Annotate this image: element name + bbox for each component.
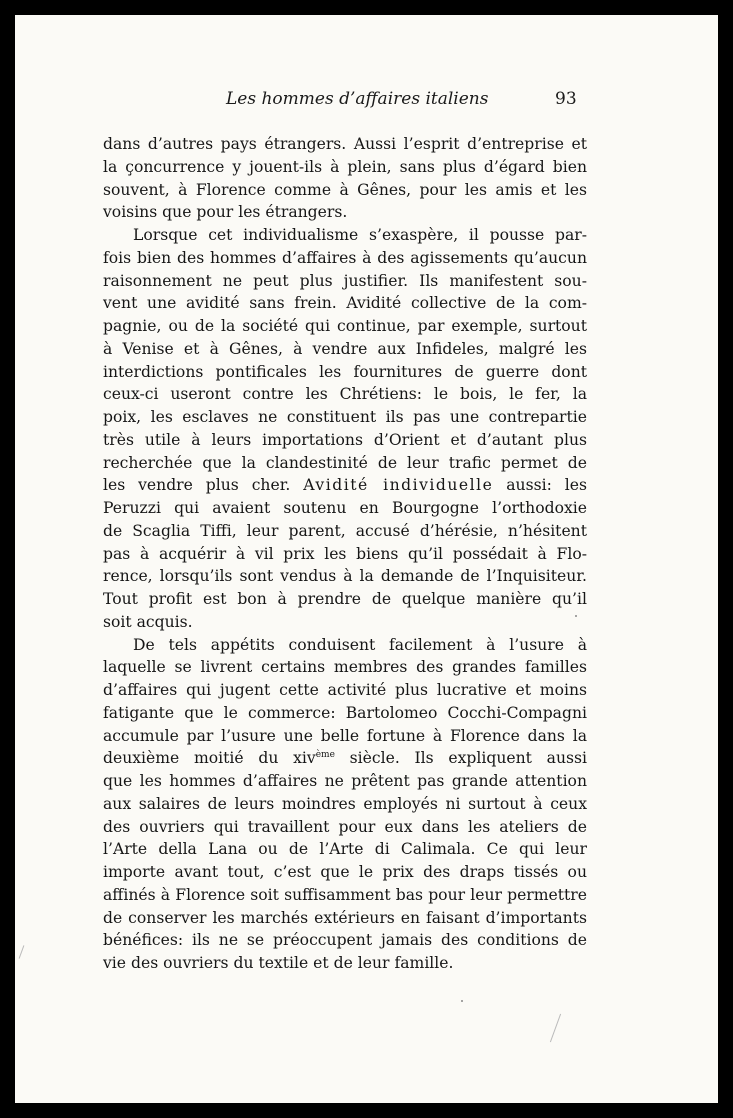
text-line: vie des ouvriers du textile et de leur famille. bbox=[103, 954, 454, 972]
century-numeral bbox=[293, 749, 335, 767]
text-line bbox=[103, 474, 587, 497]
scan-hair bbox=[550, 1014, 561, 1043]
ordinal-suffix: ème bbox=[315, 750, 335, 761]
text-line: vent une avidité sans frein. Avidité collective de la com- bbox=[103, 294, 587, 313]
page-number: 93 bbox=[555, 89, 577, 109]
text-line: dans d’autres pays étrangers. Aussi l’esprit d’entreprise et bbox=[103, 135, 587, 153]
text-line bbox=[103, 747, 587, 770]
text-line: pas à acquérir à vil prix les biens qu’il possédait à Flo- bbox=[103, 544, 587, 563]
text-line: souvent, à Florence comme à Gênes, pour les amis et les bbox=[103, 180, 587, 199]
text-line: accumule par l’usure une belle fortune à Florence dans la bbox=[103, 726, 587, 745]
text-line: d’affaires qui jugent cette activité plus lucrative et moins bbox=[103, 681, 587, 699]
text-line: des ouvriers qui travaillent pour eux dans les ateliers de bbox=[103, 817, 587, 836]
text-line: interdictions pontificales les fournitures de guerre dont bbox=[103, 362, 587, 381]
text-line: très utile à leurs importations d’Orient et d’autant plus bbox=[103, 430, 587, 449]
book-page bbox=[15, 15, 718, 1103]
running-title: Les hommes d’affaires italiens bbox=[226, 89, 489, 109]
text-line: raisonnement ne peut plus justifier. Ils manifestent sou- bbox=[103, 271, 587, 290]
text-line: importe avant tout, c’est que le prix des draps tissés ou bbox=[103, 863, 587, 881]
text-segment: deuxième moitié du bbox=[103, 749, 279, 768]
text-line: voisins que pour les étrangers. bbox=[103, 203, 348, 222]
scan-speck bbox=[461, 1000, 463, 1002]
page-header bbox=[15, 89, 718, 113]
roman-numeral: xiv bbox=[293, 749, 316, 768]
text-line: laquelle se livrent certains membres des grandes familles bbox=[103, 658, 587, 677]
text-line: De tels appétits conduisent facilement à l’usure à bbox=[133, 635, 587, 654]
text-line: bénéfices: ils ne se préoccupent jamais des conditions de bbox=[103, 931, 587, 950]
text-line: Lorsque cet individualisme s’exaspère, il pousse par- bbox=[133, 226, 587, 244]
text-line: affinés à Florence soit suffisamment bas pour leur permettre bbox=[103, 885, 587, 904]
text-line: recherchée que la clandestinité de leur trafic permet de bbox=[103, 453, 587, 472]
text-line: à Venise et à Gênes, à vendre aux Infideles, malgré les bbox=[103, 339, 587, 358]
text-line: rence, lorsqu’ils sont vendus à la demande de l’Inquisiteur. bbox=[103, 567, 587, 586]
text-line: que les hommes d’affaires ne prêtent pas grande attention bbox=[103, 772, 587, 790]
body-text bbox=[103, 133, 587, 975]
text-line: la çoncurrence y jouent-ils à plein, sans plus d’égard bien bbox=[103, 157, 587, 176]
scan-hair bbox=[19, 945, 25, 958]
text-line: de conserver les marchés extérieurs en faisant d’importants bbox=[103, 908, 587, 927]
text-line: soit acquis. bbox=[103, 612, 193, 631]
text-line: fois bien des hommes d’affaires à des agissements qu’aucun bbox=[103, 248, 587, 267]
text-segment: aussi: les bbox=[506, 476, 587, 495]
text-line: l’Arte della Lana ou de l’Arte di Calimala. Ce qui leur bbox=[103, 840, 587, 859]
text-line: aux salaires de leurs moindres employés ni surtout à ceux bbox=[103, 794, 587, 813]
text-line: Tout profit est bon à prendre de quelque manière qu’il bbox=[103, 590, 587, 608]
scan-speck bbox=[575, 615, 577, 617]
text-segment: les vendre plus cher. bbox=[103, 476, 291, 495]
text-line: ceux-ci useront contre les Chrétiens: le bois, le fer, la bbox=[103, 385, 587, 404]
emphasized-text: Avidité individuelle bbox=[303, 476, 494, 495]
text-line: de Scaglia Tiffi, leur parent, accusé d’hérésie, n’hésitent bbox=[103, 521, 587, 540]
text-line: fatigante que le commerce: Bartolomeo Cocchi-Compagni bbox=[103, 703, 587, 722]
text-line: poix, les esclaves ne constituent ils pas une contrepartie bbox=[103, 408, 587, 426]
text-line: pagnie, ou de la société qui continue, par exemple, surtout bbox=[103, 317, 587, 335]
text-segment: siècle. Ils expliquent aussi bbox=[349, 749, 587, 768]
text-line: Peruzzi qui avaient soutenu en Bourgogne l’orthodoxie bbox=[103, 499, 587, 517]
